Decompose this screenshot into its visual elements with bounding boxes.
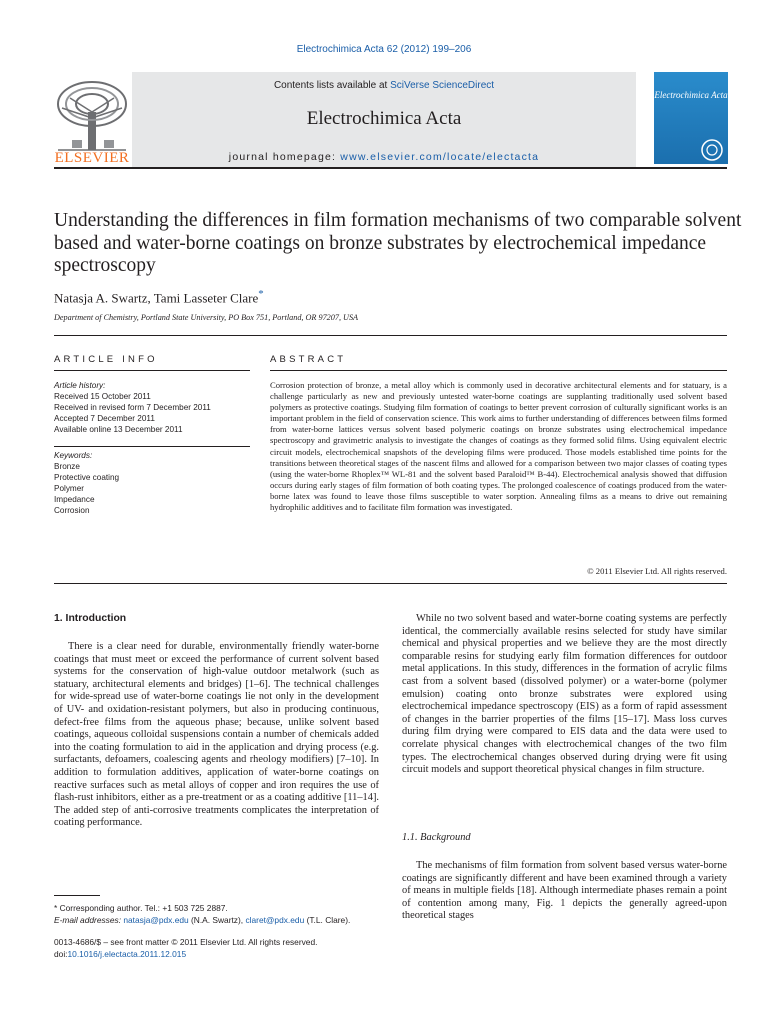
email-label: E-mail addresses: <box>54 915 124 925</box>
history-item: Available online 13 December 2011 <box>54 425 183 434</box>
article-info-heading: ARTICLE INFO <box>54 354 158 365</box>
doi-link[interactable]: 10.1016/j.electacta.2011.12.015 <box>67 949 187 959</box>
journal-reference[interactable]: Electrochimica Acta 62 (2012) 199–206 <box>296 44 472 55</box>
keyword-item: Polymer <box>54 484 85 493</box>
background-heading: 1.1. Background <box>402 832 471 843</box>
email-owner: (N.A. Swartz), <box>188 915 246 925</box>
email-addresses <box>54 914 384 926</box>
keywords-label: Keywords: <box>54 451 93 460</box>
header-divider <box>54 167 727 169</box>
email-link-clare[interactable]: claret@pdx.edu <box>245 915 305 925</box>
homepage-prefix: journal homepage: <box>228 151 341 163</box>
history-item: Accepted 7 December 2011 <box>54 414 155 423</box>
paragraph-text: There is a clear need for durable, environmentally friendly water-borne coatings that must meet or exceed the performance of current solvent based systems for the conservation of high-value outdoor metalwork (such as statuary, architectural elements and bridges) [1–6]. The technical challenges for wide-spread use of water-borne coatings lie not only in the development of UV- and oxidation-resistant polymers, but also in producing continuous, defect-free films from the aqueous phase; because, unlike solvent based coatings, aqueous colloidal suspensions contain a number of chemicals added into the coating formulation to aid in the application and drying process (e.g. surfactants, defoamers, coalescing agents and rheology modifiers) [7–10]. In addition to formulation additives, application of water-borne coatings on reactive surfaces such as metal alloys of copper and iron requires the use of flash-rust inhibitors, either as a pre-treatment or as a coating additive [11–14]. The added step of anti-corrosive treatments complicates the interpretation of coating performance. <box>54 641 379 829</box>
title-divider <box>54 335 727 336</box>
article-history <box>54 380 254 435</box>
introduction-paragraph-2 <box>402 613 727 777</box>
journal-title: Electrochimica Acta <box>306 108 462 129</box>
keywords-rule <box>54 446 250 447</box>
abstract-bottom-divider <box>54 583 727 584</box>
contents-prefix: Contents lists available at <box>273 80 391 91</box>
abstract-copyright: © 2011 Elsevier Ltd. All rights reserved. <box>587 566 727 576</box>
journal-homepage <box>132 151 636 163</box>
abstract-text: Corrosion protection of bronze, a metal alloy which is commonly used in decorative architectural elements and for statuary, is a challenge particularly as new and previously untested water-borne coatings are supplanting traditionally used solvent based polymers as protective coatings. Studying film formation of coatings to better prevent corrosion of culturally significant works is an important problem in the field of conservation science. This work aims to further understanding of differences between films formed from water-borne lattices versus solvent based polymeric coatings on bronze substrates using electrochemical impedance spectroscopy and gravimetric analysis to investigate the changes of coatings as they formed solid films. Using equivalent electric circuit models, electrochemical snapshots of the developing films were produced. Those models established time points for the transitions between theoretical stages of the nascent films and allowed for a comparison between two major classes of coating types (using the water-borne Rhoplex™ WL-81 and the solvent based Paraloid™ B-44). Electrochemical analysis showed that diffusion occurs during early stages of film formation of both coating types. The prolonged coalescence of coatings produced from the water-borne latex was found to leave those films susceptible to water sorption. Annealing films as a means to drive out remaining hydrophilic additives and to facilitate film formation was investigated. <box>270 380 727 513</box>
abstract-heading: ABSTRACT <box>270 354 347 365</box>
article-info-rule <box>54 370 250 371</box>
elsevier-wordmark: ELSEVIER <box>54 150 130 166</box>
introduction-heading: 1. Introduction <box>54 613 127 624</box>
paper-title: Understanding the differences in film formation mechanisms of two comparable solvent based and water-borne coatings on bronze substrates by electrochemical impedance spectroscopy <box>54 210 742 276</box>
issn-line: 0013-4686/$ – see front matter © 2011 Elsevier Ltd. All rights reserved. <box>54 937 318 947</box>
keyword-item: Impedance <box>54 495 95 504</box>
sciencedirect-link[interactable]: SciVerse ScienceDirect <box>390 80 495 91</box>
history-item: Received 15 October 2011 <box>54 392 151 401</box>
history-item: Received in revised form 7 December 2011 <box>54 403 211 412</box>
authors <box>54 288 654 306</box>
corresponding-author-note: * Corresponding author. Tel.: +1 503 725 2887. <box>54 903 228 913</box>
email-owner: (T.L. Clare). <box>304 915 351 925</box>
footnote-rule <box>54 895 100 896</box>
doi-prefix: doi: <box>54 949 68 959</box>
history-label: Article history: <box>54 381 106 390</box>
ise-logo-icon <box>700 138 724 162</box>
author-names: Natasja A. Swartz, Tami Lasseter Clare <box>54 290 259 306</box>
keyword-item: Bronze <box>54 462 80 471</box>
keywords-block <box>54 450 254 516</box>
corresponding-author-mark[interactable]: * <box>258 288 264 300</box>
cover-title: Electrochimica Acta <box>654 90 728 100</box>
paragraph-text: The mechanisms of film formation from solvent based versus water-borne coatings are significantly different and have been examined through a variety of means in multiple fields [18]. Although intermediate phases remain a point of contention among many, Fig. 1 depicts the generally agreed-upon theoretical stages <box>402 860 727 922</box>
doi-line <box>54 949 384 961</box>
keyword-item: Corrosion <box>54 506 90 515</box>
homepage-link[interactable]: www.elsevier.com/locate/electacta <box>340 151 540 163</box>
introduction-paragraph-1 <box>54 641 379 830</box>
email-link-swartz[interactable]: natasja@pdx.edu <box>123 915 189 925</box>
contents-line <box>132 80 636 91</box>
paragraph-text: While no two solvent based and water-borne coating systems are perfectly identical, the commercially available resins selected for study have similar chemical and physical properties and we believe they are the most directly comparable resins for studying early film formation differences for outdoor metal applications. In this study, differences in the formation of acrylic films cast from a solvent based (dissolved polymer) or a water-borne (polymer emulsion) coating onto bronze substrates were explored using electrochemical impedance spectroscopy (EIS) as a form of rapid assessment of changes in the barrier properties of the films [15–17]. Mass loss curves during film drying were compared to EIS data and the data were used to correlate physical changes with electrochemical changes of the two film types. The electrochemical changes observed during drying were fit using circuit models and support theoretical physical changes in film structure. <box>402 613 727 776</box>
abstract-rule <box>270 370 727 371</box>
keyword-item: Protective coating <box>54 473 120 482</box>
background-paragraph <box>402 860 727 923</box>
affiliation: Department of Chemistry, Portland State University, PO Box 751, Portland, OR 97207, USA <box>54 313 359 322</box>
